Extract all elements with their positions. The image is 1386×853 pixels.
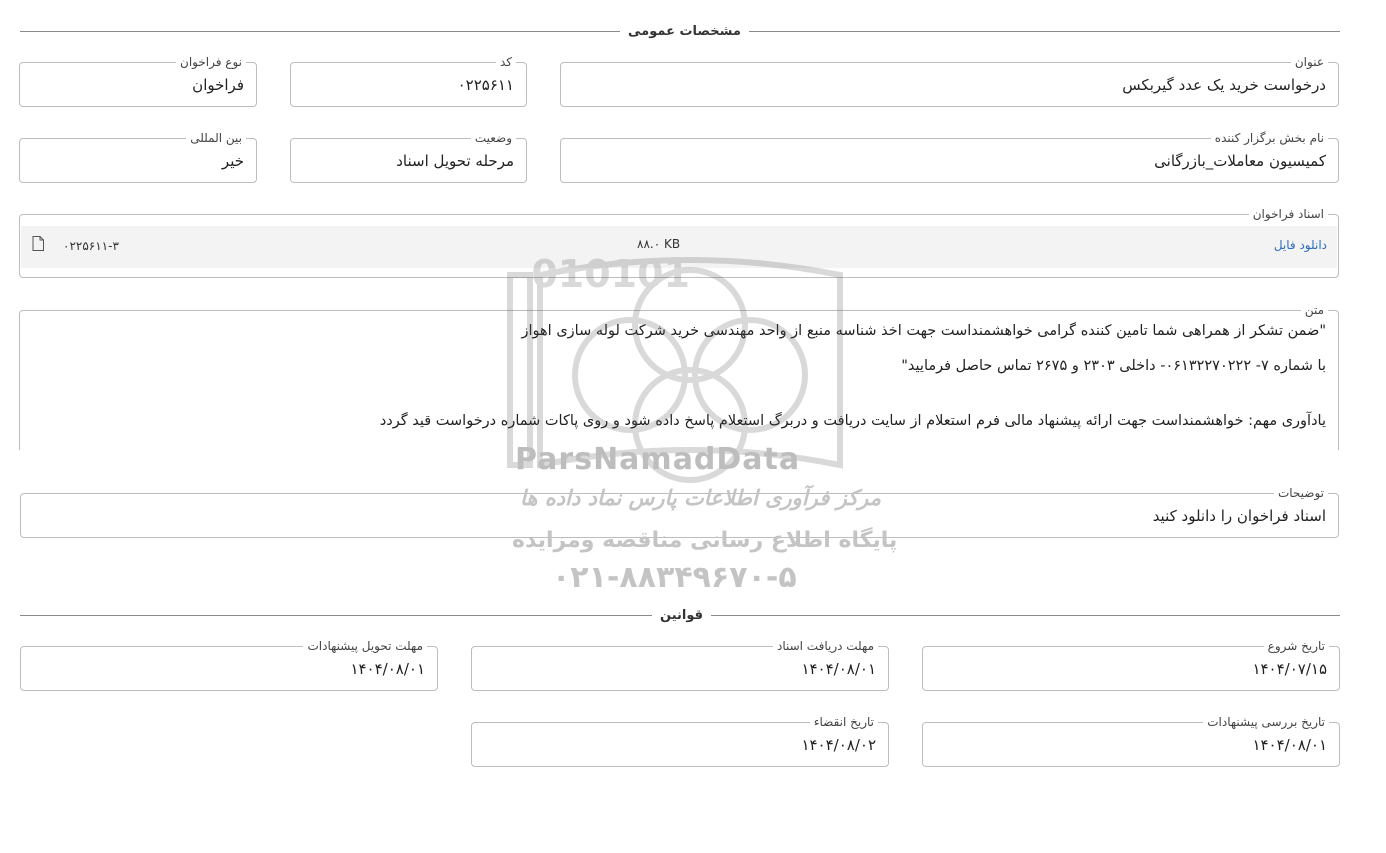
doc-deadline-label: مهلت دریافت اسناد <box>773 638 878 654</box>
divider <box>749 31 1340 32</box>
intl-field <box>19 131 257 183</box>
file-size: ۸۸.۰ KB <box>637 237 681 251</box>
type-field <box>19 55 257 107</box>
start-date-value: ۱۴۰۴/۰۷/۱۵ <box>1252 659 1327 678</box>
expiry-date-label: تاریخ انقضاء <box>810 714 878 730</box>
expiry-date-field <box>471 715 889 767</box>
type-label: نوع فراخوان <box>176 54 246 70</box>
documents-label: اسناد فراخوان <box>1249 206 1328 222</box>
code-label: کد <box>496 54 516 70</box>
text-content <box>32 321 1326 450</box>
rules-section-title <box>20 605 1340 625</box>
general-section-label: مشخصات عمومی <box>628 23 741 39</box>
code-field <box>290 55 527 107</box>
title-value: درخواست خرید یک عدد گیربکس <box>1122 75 1326 94</box>
status-label: وضعیت <box>471 130 516 146</box>
general-section-title <box>20 21 1340 41</box>
document-row <box>21 226 1337 268</box>
status-value: مرحله تحویل اسناد <box>396 151 514 170</box>
offer-deadline-label: مهلت تحویل پیشنهادات <box>303 638 427 654</box>
notes-value: اسناد فراخوان را دانلود کنید <box>1152 506 1326 525</box>
intl-label: بین المللی <box>186 130 246 146</box>
text-line: یادآوری مهم: خواهشمنداست جهت ارائه پیشنهاد مالی فرم استعلام از سایت دریافت و دربرگ استعلام پاسخ داده شود و روی پاکات شماره درخواست قید گردد <box>379 413 1326 429</box>
review-date-label: تاریخ بررسی پیشنهادات <box>1203 714 1329 730</box>
review-date-field <box>922 715 1340 767</box>
watermark-line: مرکز فرآوری اطلاعات پارس نماد داده ها <box>520 486 882 510</box>
title-label: عنوان <box>1291 54 1328 70</box>
title-field <box>560 55 1339 107</box>
divider <box>20 615 652 616</box>
doc-deadline-value: ۱۴۰۴/۰۸/۰۱ <box>801 659 876 678</box>
text-line: با شماره ۷- ۰۶۱۳۲۲۷۰۲۲۲- داخلی ۲۳۰۳ و ۲۶۷۵ تماس حاصل فرمایید" <box>901 358 1326 374</box>
text-label: متن <box>1301 302 1328 318</box>
start-date-field <box>922 639 1340 691</box>
code-value: ۰۲۲۵۶۱۱ <box>457 75 514 94</box>
review-date-value: ۱۴۰۴/۰۸/۰۱ <box>1252 735 1327 754</box>
text-line: "ضمن تشکر از همراهی شما تامین کننده گرامی خواهشمنداست جهت اخذ شناسه منبع از واحد مهندسی خرید شرکت لوله سازی اهواز <box>521 323 1326 339</box>
file-name: ۰۲۲۵۶۱۱-۳ <box>63 239 119 253</box>
expiry-date-value: ۱۴۰۴/۰۸/۰۲ <box>801 735 876 754</box>
notes-label: توضیحات <box>1274 485 1328 501</box>
organizer-value: کمیسیون معاملات_بازرگانی <box>1154 151 1326 170</box>
intl-value: خیر <box>221 151 244 170</box>
watermark-brand: ParsNamadData <box>515 442 801 477</box>
rules-section-label: قوانین <box>660 607 704 623</box>
download-file-link[interactable]: دانلود فایل <box>1273 238 1327 252</box>
watermark-line: پایگاه اطلاع رسانی مناقصه ومزایده <box>512 528 898 553</box>
offer-deadline-field <box>20 639 438 691</box>
text-field <box>19 303 1339 450</box>
divider <box>20 31 620 32</box>
organizer-label: نام بخش برگزار کننده <box>1211 130 1328 146</box>
file-icon[interactable] <box>32 236 44 255</box>
watermark-digits: 010101 <box>531 255 690 296</box>
offer-deadline-value: ۱۴۰۴/۰۸/۰۱ <box>350 659 425 678</box>
documents-field <box>19 207 1339 278</box>
status-field <box>290 131 527 183</box>
organizer-field <box>560 131 1339 183</box>
watermark-phone: ۰۲۱-۸۸۳۴۹۶۷۰-۵ <box>552 560 797 595</box>
divider <box>711 615 1340 616</box>
start-date-label: تاریخ شروع <box>1264 638 1329 654</box>
type-value: فراخوان <box>192 75 244 94</box>
doc-deadline-field <box>471 639 889 691</box>
